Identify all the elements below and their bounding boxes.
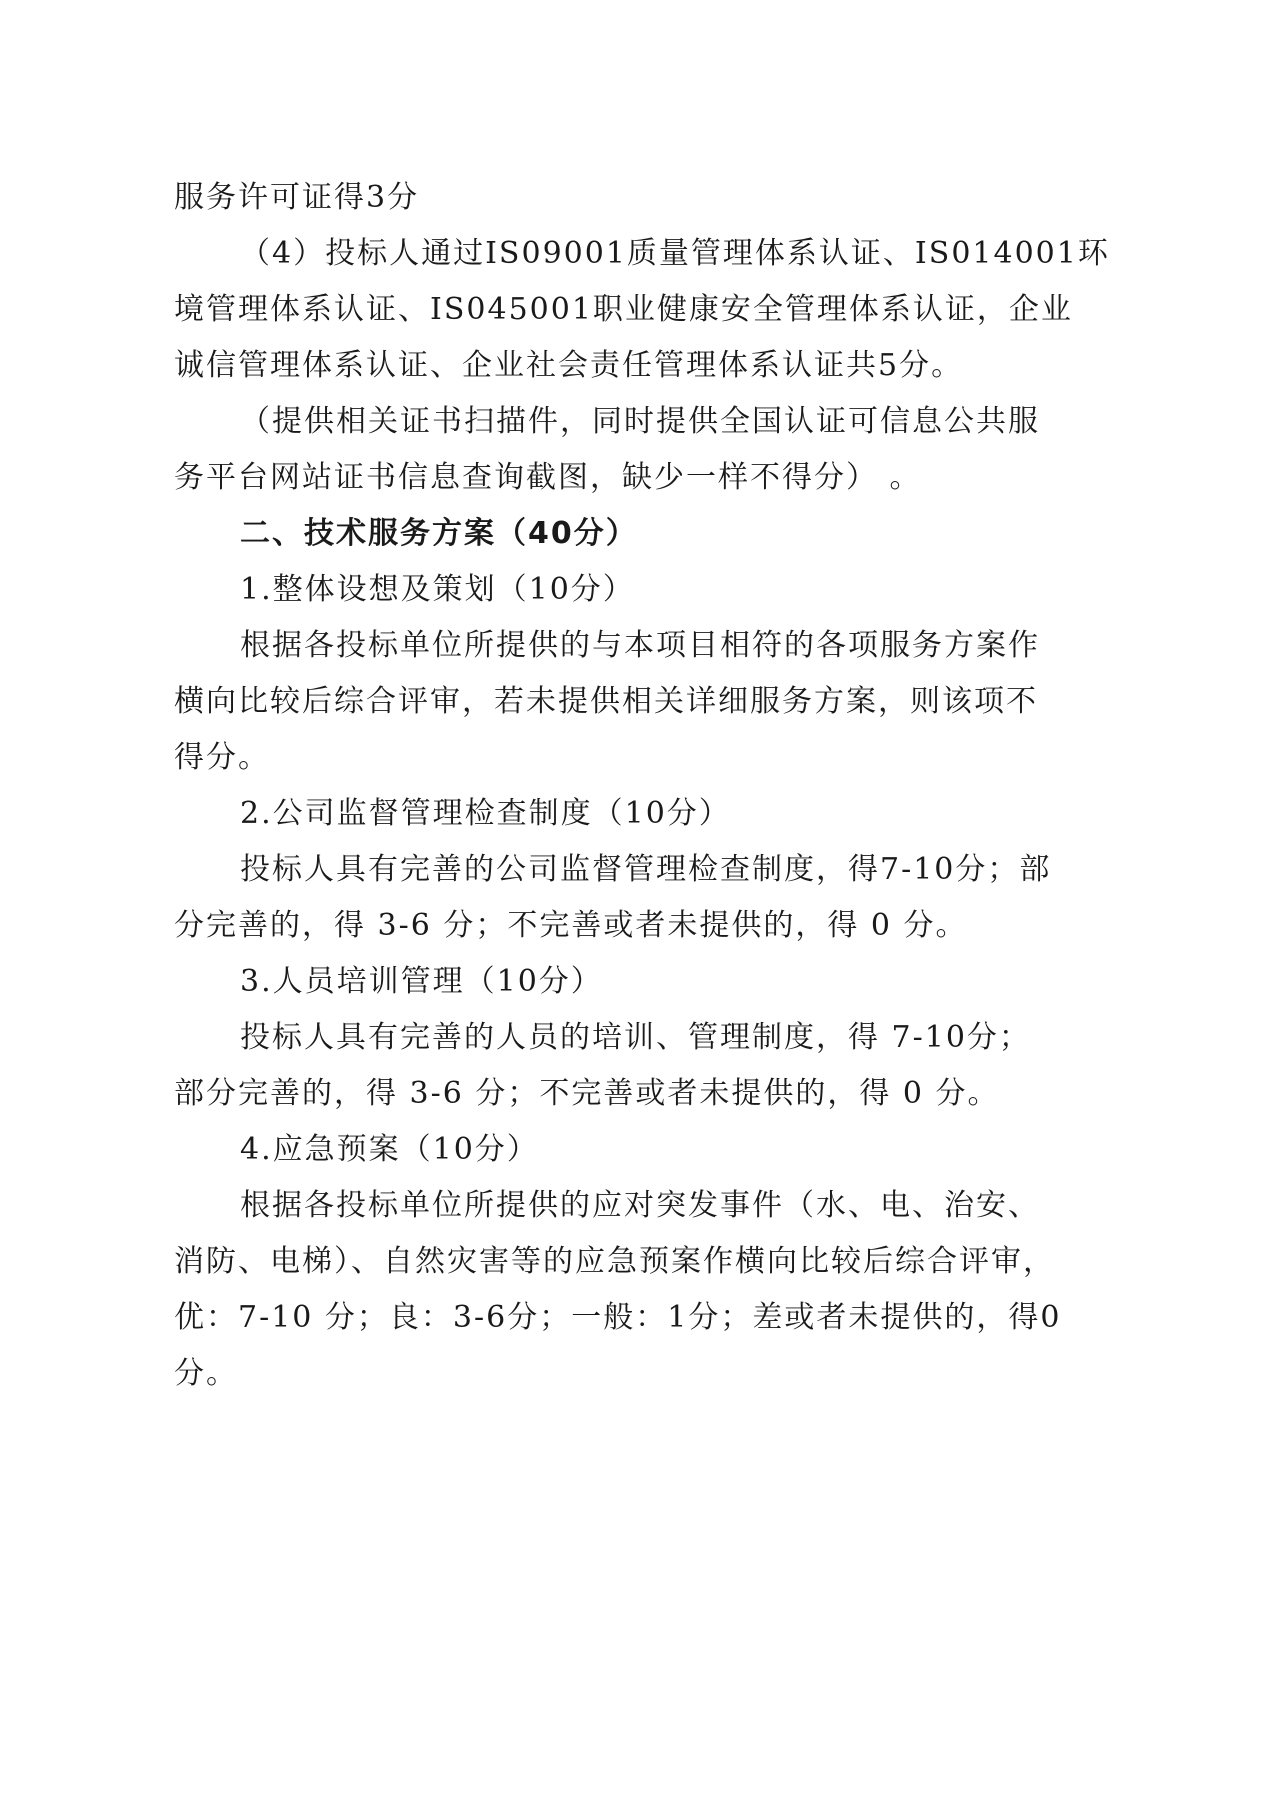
text-line: 务平台网站证书信息查询截图，缺少一样不得分） 。: [174, 460, 922, 495]
text-line: 服务许可证得3分: [174, 180, 420, 215]
text-line: 优：7-10 分；良：3-6分；一般：1分；差或者未提供的，得0: [174, 1300, 1062, 1335]
text-line: 投标人具有完善的公司监督管理检查制度，得7-10分；部: [240, 852, 1052, 887]
text-line: 诚信管理体系认证、企业社会责任管理体系认证共5分。: [174, 348, 964, 383]
subsection-heading: 4.应急预案（10分）: [240, 1132, 539, 1167]
text-line: 投标人具有完善的人员的培训、管理制度，得 7-10分；: [240, 1020, 1031, 1055]
text-line: （提供相关证书扫描件，同时提供全国认证可信息公共服: [240, 404, 1040, 439]
text-line: 根据各投标单位所提供的与本项目相符的各项服务方案作: [240, 628, 1040, 663]
text-line: 分完善的，得 3-6 分；不完善或者未提供的，得 0 分。: [174, 908, 968, 943]
text-line: 分。: [174, 1356, 238, 1391]
text-line: （4）投标人通过IS09001质量管理体系认证、IS014001环: [240, 236, 1110, 271]
text-line: 消防、电梯）、自然灾害等的应急预案作横向比较后综合评审，: [174, 1244, 1055, 1279]
text-line: 横向比较后综合评审，若未提供相关详细服务方案，则该项不: [174, 684, 1038, 719]
text-line: 部分完善的，得 3-6 分；不完善或者未提供的，得 0 分。: [174, 1076, 1000, 1111]
subsection-heading: 3.人员培训管理（10分）: [240, 964, 603, 999]
text-line: 境管理体系认证、IS045001职业健康安全管理体系认证，企业: [174, 292, 1073, 327]
text-line: 得分。: [174, 740, 270, 775]
section-heading: 二、技术服务方案（40分）: [240, 516, 638, 551]
subsection-heading: 2.公司监督管理检查制度（10分）: [240, 796, 731, 831]
subsection-heading: 1.整体设想及策划（10分）: [240, 572, 635, 607]
text-line: 根据各投标单位所提供的应对突发事件（水、电、治安、: [240, 1188, 1040, 1223]
